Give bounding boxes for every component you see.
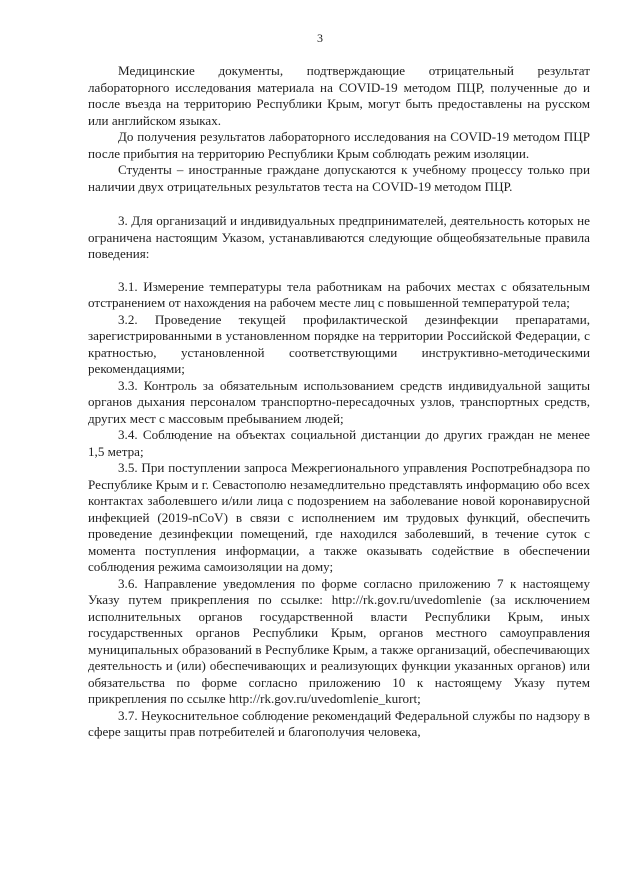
paragraph-medical-documents: Медицинские документы, подтверждающие отрицательный результат лабораторного исследования материала на COVID-19 методом ПЦР, полученные до и после въезда на территорию Республики Крым, могут быть предоставлены на русском или английском языках. (88, 63, 590, 128)
paragraph-item-3-7: 3.7. Неукоснительное соблюдение рекомендаций Федеральной службы по надзору в сфере защиты прав потребителей и благополучия человека, (88, 707, 590, 739)
paragraph-section-3: 3. Для организаций и индивидуальных предпринимателей, деятельность которых не ограничена настоящим Указом, устанавливаются следующие общеобязательные правила поведения: (88, 213, 590, 261)
paragraph-item-3-3: 3.3. Контроль за обязательным использованием средств индивидуальной защиты органов дыхания персоналом транспортно-пересадочных узлов, транспортных средств, других мест с массовым пребыванием людей; (88, 377, 590, 426)
paragraph-item-3-6: 3.6. Направление уведомления по форме согласно приложению 7 к настоящему Указу путем прикрепления по ссылке: http://rk.gov.ru/uvedomlenie (за исключением исполнительных органов государственной власти Республики Крым, иных государственных органов Республики Крым, органов местного самоуправления муниципальных образований в Республике Крым, а также организаций, обеспечивающих деятельность и (или) обеспечивающих и реализующих функции указанных органов) или обязательства по форме согласно приложению 10 к настоящему Указу путем прикрепления по ссылке http://rk.gov.ru/uvedomlenie_kurort; (88, 575, 590, 706)
paragraph-item-3-2: 3.2. Проведение текущей профилактической дезинфекции препаратами, зарегистрированными в установленном порядке на территории Российской Федерации, с кратностью, установленной соответствующими инструктивно-методическими рекомендациями; (88, 311, 590, 376)
document-body (88, 63, 590, 741)
paragraph-item-3-5: 3.5. При поступлении запроса Межрегионального управления Роспотребнадзора по Республике Крым и г. Севастополю незамедлительно представлять информацию обо всех контактах заболевшего и/или лица с подозрением на заболевание новой коронавирусной инфекцией (2019-nCoV) в связи с исполнением им трудовых функций, обеспечить проведение дезинфекции помещений, где находился заболевший, в течение суток с момента поступления информации, а также оказывать содействие в обеспечении соблюдения режима самоизоляции на дому; (88, 460, 590, 574)
paragraph-item-3-1: 3.1. Измерение температуры тела работникам на рабочих местах с обязательным отстранением от нахождения на рабочем месте лиц с повышенной температурой тела; (88, 278, 590, 310)
paragraph-spacing (88, 195, 590, 213)
paragraph-isolation-regime: До получения результатов лабораторного исследования на COVID-19 методом ПЦР после прибытия на территорию Республики Крым соблюдать режим изоляции. (88, 129, 590, 161)
paragraph-spacing (88, 263, 590, 279)
page-number: 3 (317, 31, 323, 45)
paragraph-item-3-4: 3.4. Соблюдение на объектах социальной дистанции до других граждан не менее 1,5 метра; (88, 427, 590, 459)
paragraph-foreign-students: Студенты – иностранные граждане допускаются к учебному процессу только при наличии двух отрицательных результатов теста на COVID-19 методом ПЦР. (88, 162, 590, 194)
